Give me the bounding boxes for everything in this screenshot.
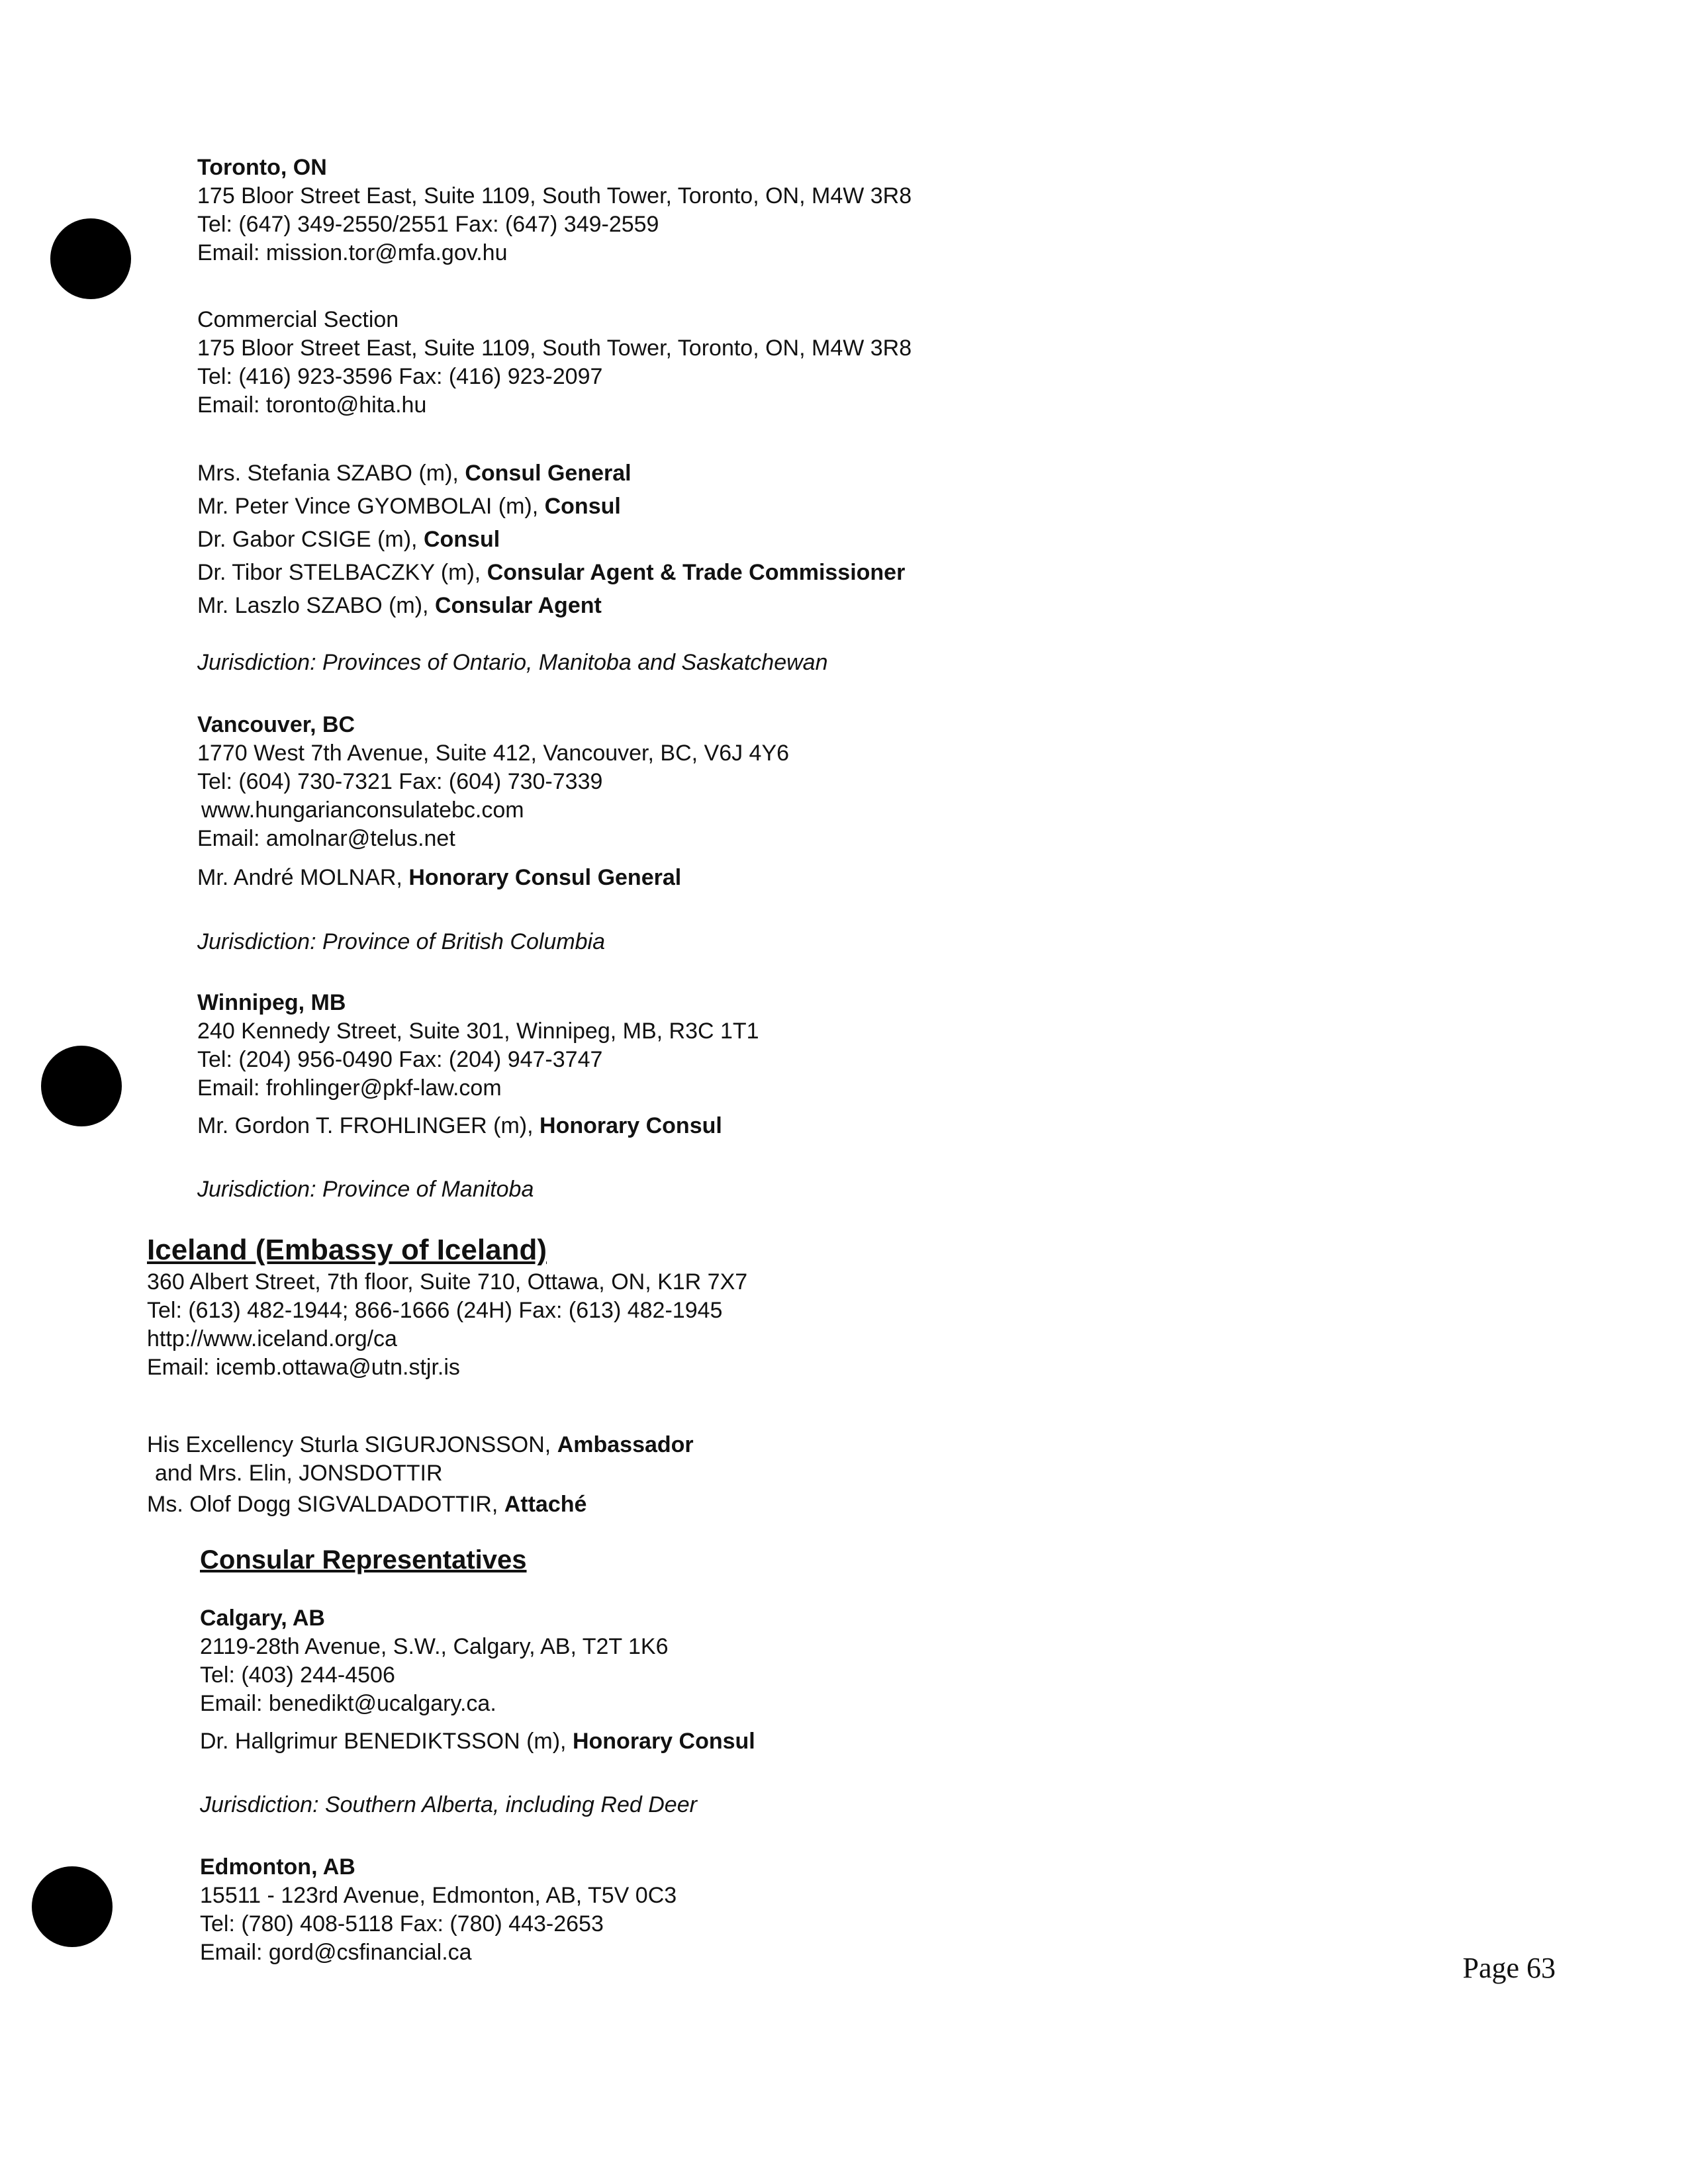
staff-title: Consular Agent & Trade Commissioner [487,560,906,585]
office-address: 240 Kennedy Street, Suite 301, Winnipeg, MB, R3C 1T1 [197,1019,759,1044]
staff-name: Dr. Tibor STELBACZKY (m), [197,560,487,585]
embassy-website: http://www.iceland.org/ca [147,1326,397,1351]
staff-name: Mr. Laszlo SZABO (m), [197,593,435,618]
office-phone: Tel: (604) 730-7321 Fax: (604) 730-7339 [197,769,603,794]
staff-entry [197,864,789,892]
embassy-email: Email: icemb.ottawa@utn.stjr.is [147,1355,460,1380]
staff-name: His Excellency Sturla SIGURJONSSON, [147,1432,557,1457]
staff-name: Mr. Gordon T. FROHLINGER (m), [197,1113,540,1138]
office-email: Email: toronto@hita.hu [197,392,427,418]
edmonton-office [200,1853,677,1967]
staff-entry [147,1490,694,1519]
toronto-commercial-section [197,306,912,420]
office-email: Email: mission.tor@mfa.gov.hu [197,240,508,265]
staff-entry [200,1727,755,1756]
jurisdiction-note: Jurisdiction: Southern Alberta, including Red Deer [200,1792,697,1817]
vancouver-office [197,711,789,892]
staff-title: Consular Agent [434,593,602,618]
staff-name: Mrs. Stefania SZABO (m), [197,461,465,486]
staff-entry [197,589,905,622]
office-heading: Winnipeg, MB [197,990,346,1015]
office-address: 1770 West 7th Avenue, Suite 412, Vancouver, BC, V6J 4Y6 [197,741,790,766]
office-email: Email: amolnar@telus.net [197,826,455,851]
office-heading: Edmonton, AB [200,1854,355,1880]
punch-hole [32,1866,113,1947]
staff-entry [197,490,905,523]
embassy-address: 360 Albert Street, 7th floor, Suite 710, Ottawa, ON, K1R 7X7 [147,1269,748,1295]
staff-title: Ambassador [557,1432,694,1457]
country-heading: Iceland (Embassy of Iceland) [147,1234,547,1266]
jurisdiction-note: Jurisdiction: Province of British Columbia [197,929,606,954]
office-phone: Tel: (780) 408-5118 Fax: (780) 443-2653 [200,1911,604,1936]
punch-hole [41,1046,122,1126]
section-heading-consular: Consular Representatives [200,1545,527,1574]
staff-entry [147,1431,694,1459]
embassy-phone: Tel: (613) 482-1944; 866-1666 (24H) Fax: (613) 482-1945 [147,1298,723,1323]
staff-name: Dr. Gabor CSIGE (m), [197,527,424,552]
office-phone: Tel: (204) 956-0490 Fax: (204) 947-3747 [197,1047,603,1072]
jurisdiction-note: Jurisdiction: Provinces of Ontario, Manitoba and Saskatchewan [197,650,828,675]
office-website: www.hungarianconsulatebc.com [201,797,524,823]
office-heading: Vancouver, BC [197,712,355,737]
office-phone: Tel: (403) 244-4506 [200,1662,395,1688]
office-heading: Toronto, ON [197,155,327,180]
page-number: Page 63 [1462,1952,1556,1984]
staff-title: Honorary Consul General [408,865,682,890]
staff-title: Honorary Consul [539,1113,722,1138]
office-email: Email: benedikt@ucalgary.ca. [200,1691,496,1716]
iceland-staff-list [147,1431,694,1519]
toronto-staff-list [197,457,905,622]
staff-entry [197,523,905,556]
jurisdiction-note: Jurisdiction: Province of Manitoba [197,1177,534,1202]
staff-title: Honorary Consul [572,1729,755,1754]
office-heading: Calgary, AB [200,1606,325,1631]
winnipeg-office [197,989,759,1140]
spouse-line: and Mrs. Elin, JONSDOTTIR [155,1461,443,1486]
staff-title: Consul [423,527,500,552]
staff-name: Mr. Peter Vince GYOMBOLAI (m), [197,494,545,519]
section-heading: Commercial Section [197,307,399,332]
office-phone: Tel: (647) 349-2550/2551 Fax: (647) 349-2559 [197,212,659,237]
staff-name: Ms. Olof Dogg SIGVALDADOTTIR, [147,1492,504,1517]
staff-title: Consul [544,494,621,519]
staff-title: Attaché [504,1492,587,1517]
toronto-office [197,154,912,267]
iceland-embassy [147,1232,747,1382]
staff-entry [197,556,905,589]
office-phone: Tel: (416) 923-3596 Fax: (416) 923-2097 [197,364,603,389]
staff-name: Dr. Hallgrimur BENEDIKTSSON (m), [200,1729,573,1754]
punch-hole [50,218,131,299]
office-address: 175 Bloor Street East, Suite 1109, South Tower, Toronto, ON, M4W 3R8 [197,183,912,208]
staff-title: Consul General [465,461,632,486]
office-address: 15511 - 123rd Avenue, Edmonton, AB, T5V 0C3 [200,1883,677,1908]
calgary-office [200,1604,755,1756]
office-address: 2119-28th Avenue, S.W., Calgary, AB, T2T 1K6 [200,1634,669,1659]
staff-entry [197,1112,759,1140]
office-address: 175 Bloor Street East, Suite 1109, South Tower, Toronto, ON, M4W 3R8 [197,336,912,361]
office-email: Email: frohlinger@pkf-law.com [197,1075,502,1101]
staff-entry [197,457,905,490]
office-email: Email: gord@csfinancial.ca [200,1940,472,1965]
staff-name: Mr. André MOLNAR, [197,865,409,890]
